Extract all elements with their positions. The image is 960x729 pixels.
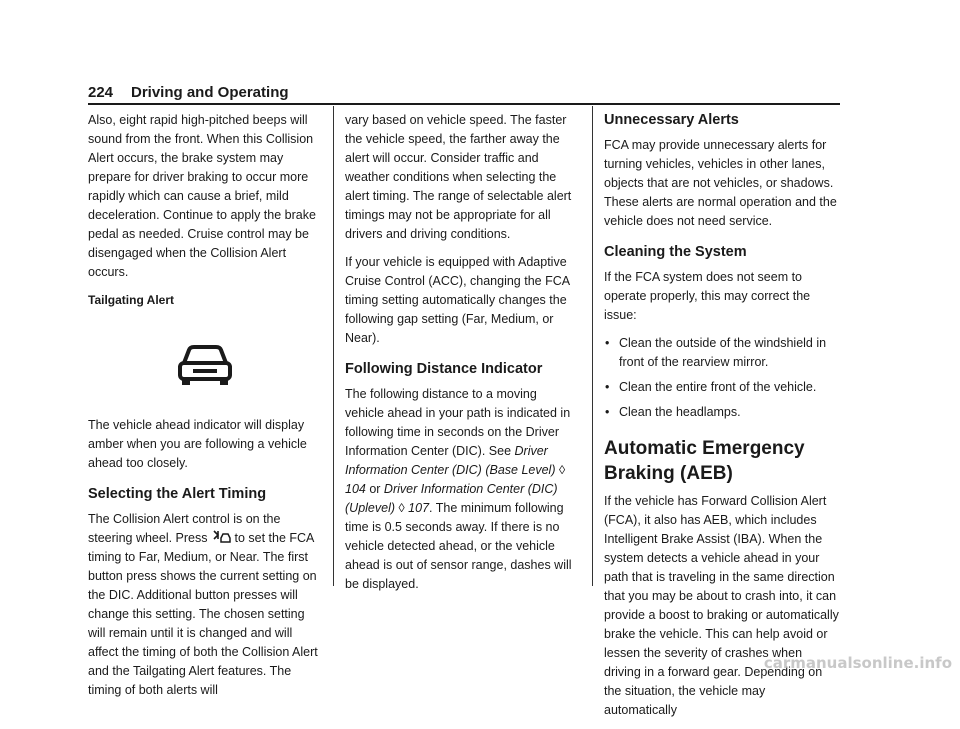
collision-alert-timing-icon [211,529,231,545]
paragraph: The following distance to a moving vehicle ahead in your path is indicated in following time in seconds on the Driver Information Center (DIC). See Driver Information Center (DIC) (Base Level) ◊ 104 or Driver Information Center (DIC) (Uplevel) ◊ 107. The minimum following time is 0.5 seconds away. If there is no vehicle detected ahead, or the vehicle ahead is out of sensor range, dashes will be displayed. [345,387,572,591]
heading-unnecessary-alerts: Unnecessary Alerts [604,112,739,128]
bullet-list [604,334,840,422]
section-title: Driving and Operating [131,84,289,101]
list-item: • Clean the headlamps. [604,403,840,422]
cross-reference-link[interactable]: Driver Information Center (DIC) (Uplevel) [345,482,558,515]
paragraph: If the vehicle has Forward Collision Alert (FCA), it also has AEB, which includes Intelligent Brake Assist (IBA). When the system detects a vehicle ahead in your path that is traveling in the same direction that you may be about to crash into, it can provide a boost to braking or automatically brake the vehicle. This can help avoid or lessen the severity of crashes when driving in a forward gear. Depending on the situation, the vehicle may automatically [604,494,839,717]
heading-aeb: Automatic Emergency Braking (AEB) [604,438,805,484]
page-reference[interactable]: 104 [345,482,366,496]
paragraph: vary based on vehicle speed. The faster the vehicle speed, the farther away the alert will occur. Consider traffic and weather conditions when selecting the alert timing. The range of selectable alert timings may not be appropriate for all drivers and driving conditions. [345,113,572,241]
page-reference[interactable]: 107 [408,501,430,515]
bullet-icon: • [605,380,610,394]
page-number: 224 [88,84,114,101]
paragraph: The Collision Alert control is on the steering wheel. Press to set the FCA timing to Far, Medium, or Near. The first button press shows the current setting on the DIC. Additional button presses will change this setting. The chosen setting will remain until it is changed and will affect the timing of both the Collision Alert and the Tailgating Alert features. The timing of both alerts will [88,512,318,697]
cross-reference-link[interactable]: Driver Information Center (DIC) (Base Level) [345,444,556,477]
bullet-icon: • [605,405,610,419]
page-header [88,84,840,104]
bullet-icon: • [605,336,610,350]
paragraph: The vehicle ahead indicator will display amber when you are following a vehicle ahead too closely. [88,418,307,470]
paragraph: Also, eight rapid high-pitched beeps will sound from the front. When this Collision Alert occurs, the brake system may prepare for driver braking to occur more rapidly which can cause a brief, mild deceleration. Continue to apply the brake pedal as needed. Cruise control may be disengaged when the Collision Alert occurs. [88,113,316,279]
subheading-tailgating: Tailgating Alert [88,293,175,307]
paragraph: FCA may provide unnecessary alerts for turning vehicles, vehicles in other lanes, objects that are not vehicles, or shadows. These alerts are normal operation and the vehicle does not need service. [604,138,837,228]
heading-alert-timing: Selecting the Alert Timing [88,486,267,502]
heading-cleaning-system: Cleaning the System [604,244,747,260]
column-divider [333,106,334,586]
page-reference-arrow-icon: ◊ [558,463,566,477]
list-item: • Clean the entire front of the vehicle. [604,378,840,397]
column-1 [88,111,322,709]
header-divider [88,103,840,105]
list-item: • Clean the outside of the windshield in front of the rearview mirror. [605,336,827,369]
column-2 [345,111,577,603]
page-reference-arrow-icon: ◊ [398,501,405,515]
column-divider [592,106,593,586]
vehicle-ahead-icon [174,343,236,389]
paragraph: If the FCA system does not seem to operate properly, this may correct the issue: [604,270,811,322]
column-3 [604,111,840,729]
heading-following-distance: Following Distance Indicator [345,361,543,377]
paragraph: If your vehicle is equipped with Adaptive Cruise Control (ACC), changing the FCA timing setting automatically changes the following gap setting (Far, Medium, or Near). [345,255,570,345]
watermark: carmanualsonline.info [763,654,952,672]
